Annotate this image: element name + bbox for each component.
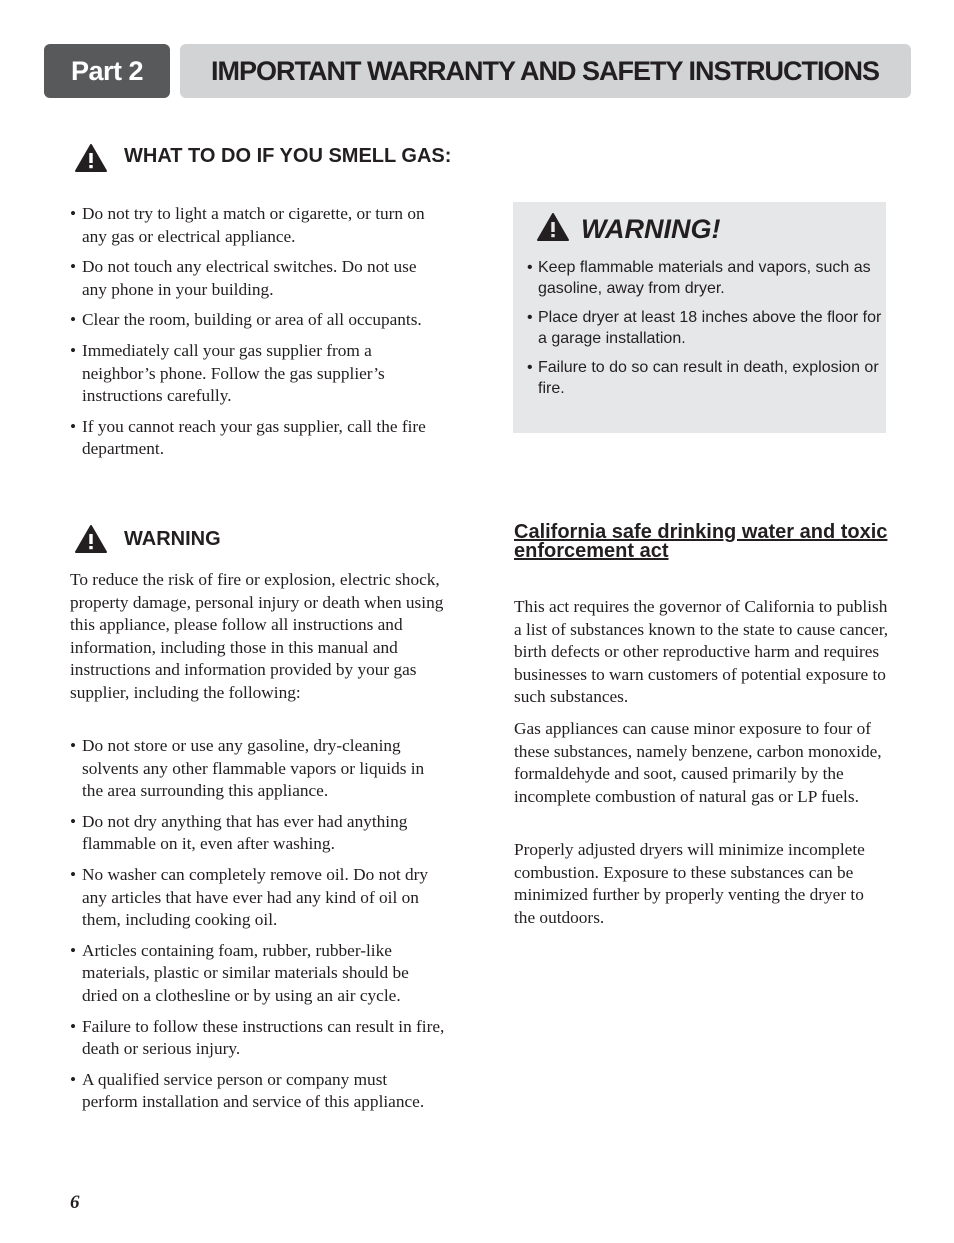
california-paragraph: Properly adjusted dryers will minimize incomplete combustion. Exposure to these substances can be minimized further by properly venting the dryer to the outdoors. (514, 840, 865, 927)
list-item: • Clear the room, building or area of all occupants. (70, 309, 442, 332)
list-item: • Do not store or use any gasoline, dry-cleaning solvents any other flammable vapors or liquids in the area surrounding this appliance. (70, 735, 445, 803)
list-item: • If you cannot reach your gas supplier, call the fire department. (70, 416, 442, 461)
warning-triangle-icon (536, 212, 570, 242)
gas-instructions-list (70, 203, 442, 469)
warning-box-title: WARNING! (581, 214, 721, 244)
list-item: • No washer can completely remove oil. Do not dry any articles that have ever had any kind of oil on them, including cooking oil. (70, 864, 445, 932)
warning-triangle-icon (74, 143, 108, 173)
list-item: • Place dryer at least 18 inches above the floor for a garage installation. (527, 308, 885, 349)
warning-section-heading: WARNING (124, 528, 221, 550)
list-item: • Keep flammable materials and vapors, such as gasoline, away from dryer. (527, 258, 885, 299)
warning-box (513, 202, 886, 433)
page-title: IMPORTANT WARRANTY AND SAFETY INSTRUCTIONS (180, 44, 911, 98)
part-label: Part 2 (44, 44, 170, 98)
list-item: • Do not touch any electrical switches. Do not use any phone in your building. (70, 256, 442, 301)
warning-triangle-icon (74, 524, 108, 554)
list-item: • Do not dry anything that has ever had anything flammable on it, even after washing. (70, 811, 445, 856)
california-heading: California safe drinking water and toxic enforcement act (514, 521, 888, 562)
page-number: 6 (70, 1192, 80, 1213)
gas-section-heading: WHAT TO DO IF YOU SMELL GAS: (124, 145, 452, 167)
california-paragraph: This act requires the governor of California to publish a list of substances known to the state to cause cancer, birth defects or other reproductive harm and requires businesses to warn customers of potential exposure to such substances. (514, 597, 889, 707)
list-item: • A qualified service person or company must perform installation and service of this appliance. (70, 1069, 445, 1114)
list-item: • Articles containing foam, rubber, rubber-like materials, plastic or similar materials should be dried on a clothesline or by using an air cycle. (70, 940, 445, 1008)
warning-intro: To reduce the risk of fire or explosion, electric shock, property damage, personal injury or death when using this appliance, please follow all instructions and information, including those in this manual and instructions and information provided by your gas supplier, including the following: (70, 570, 444, 702)
list-item: • Immediately call your gas supplier from a neighbor’s phone. Follow the gas supplier’s instructions carefully. (70, 340, 442, 408)
warning-box-list (527, 258, 885, 408)
list-item: • Failure to follow these instructions can result in fire, death or serious injury. (70, 1016, 445, 1061)
california-paragraph: Gas appliances can cause minor exposure to four of these substances, namely benzene, carbon monoxide, formaldehyde and soot, caused primarily by the incomplete combustion of natural gas or LP fuels. (514, 719, 882, 806)
list-item: • Do not try to light a match or cigarette, or turn on any gas or electrical appliance. (70, 203, 442, 248)
warning-instructions-list (70, 735, 445, 1122)
list-item: • Failure to do so can result in death, explosion or fire. (527, 358, 885, 399)
